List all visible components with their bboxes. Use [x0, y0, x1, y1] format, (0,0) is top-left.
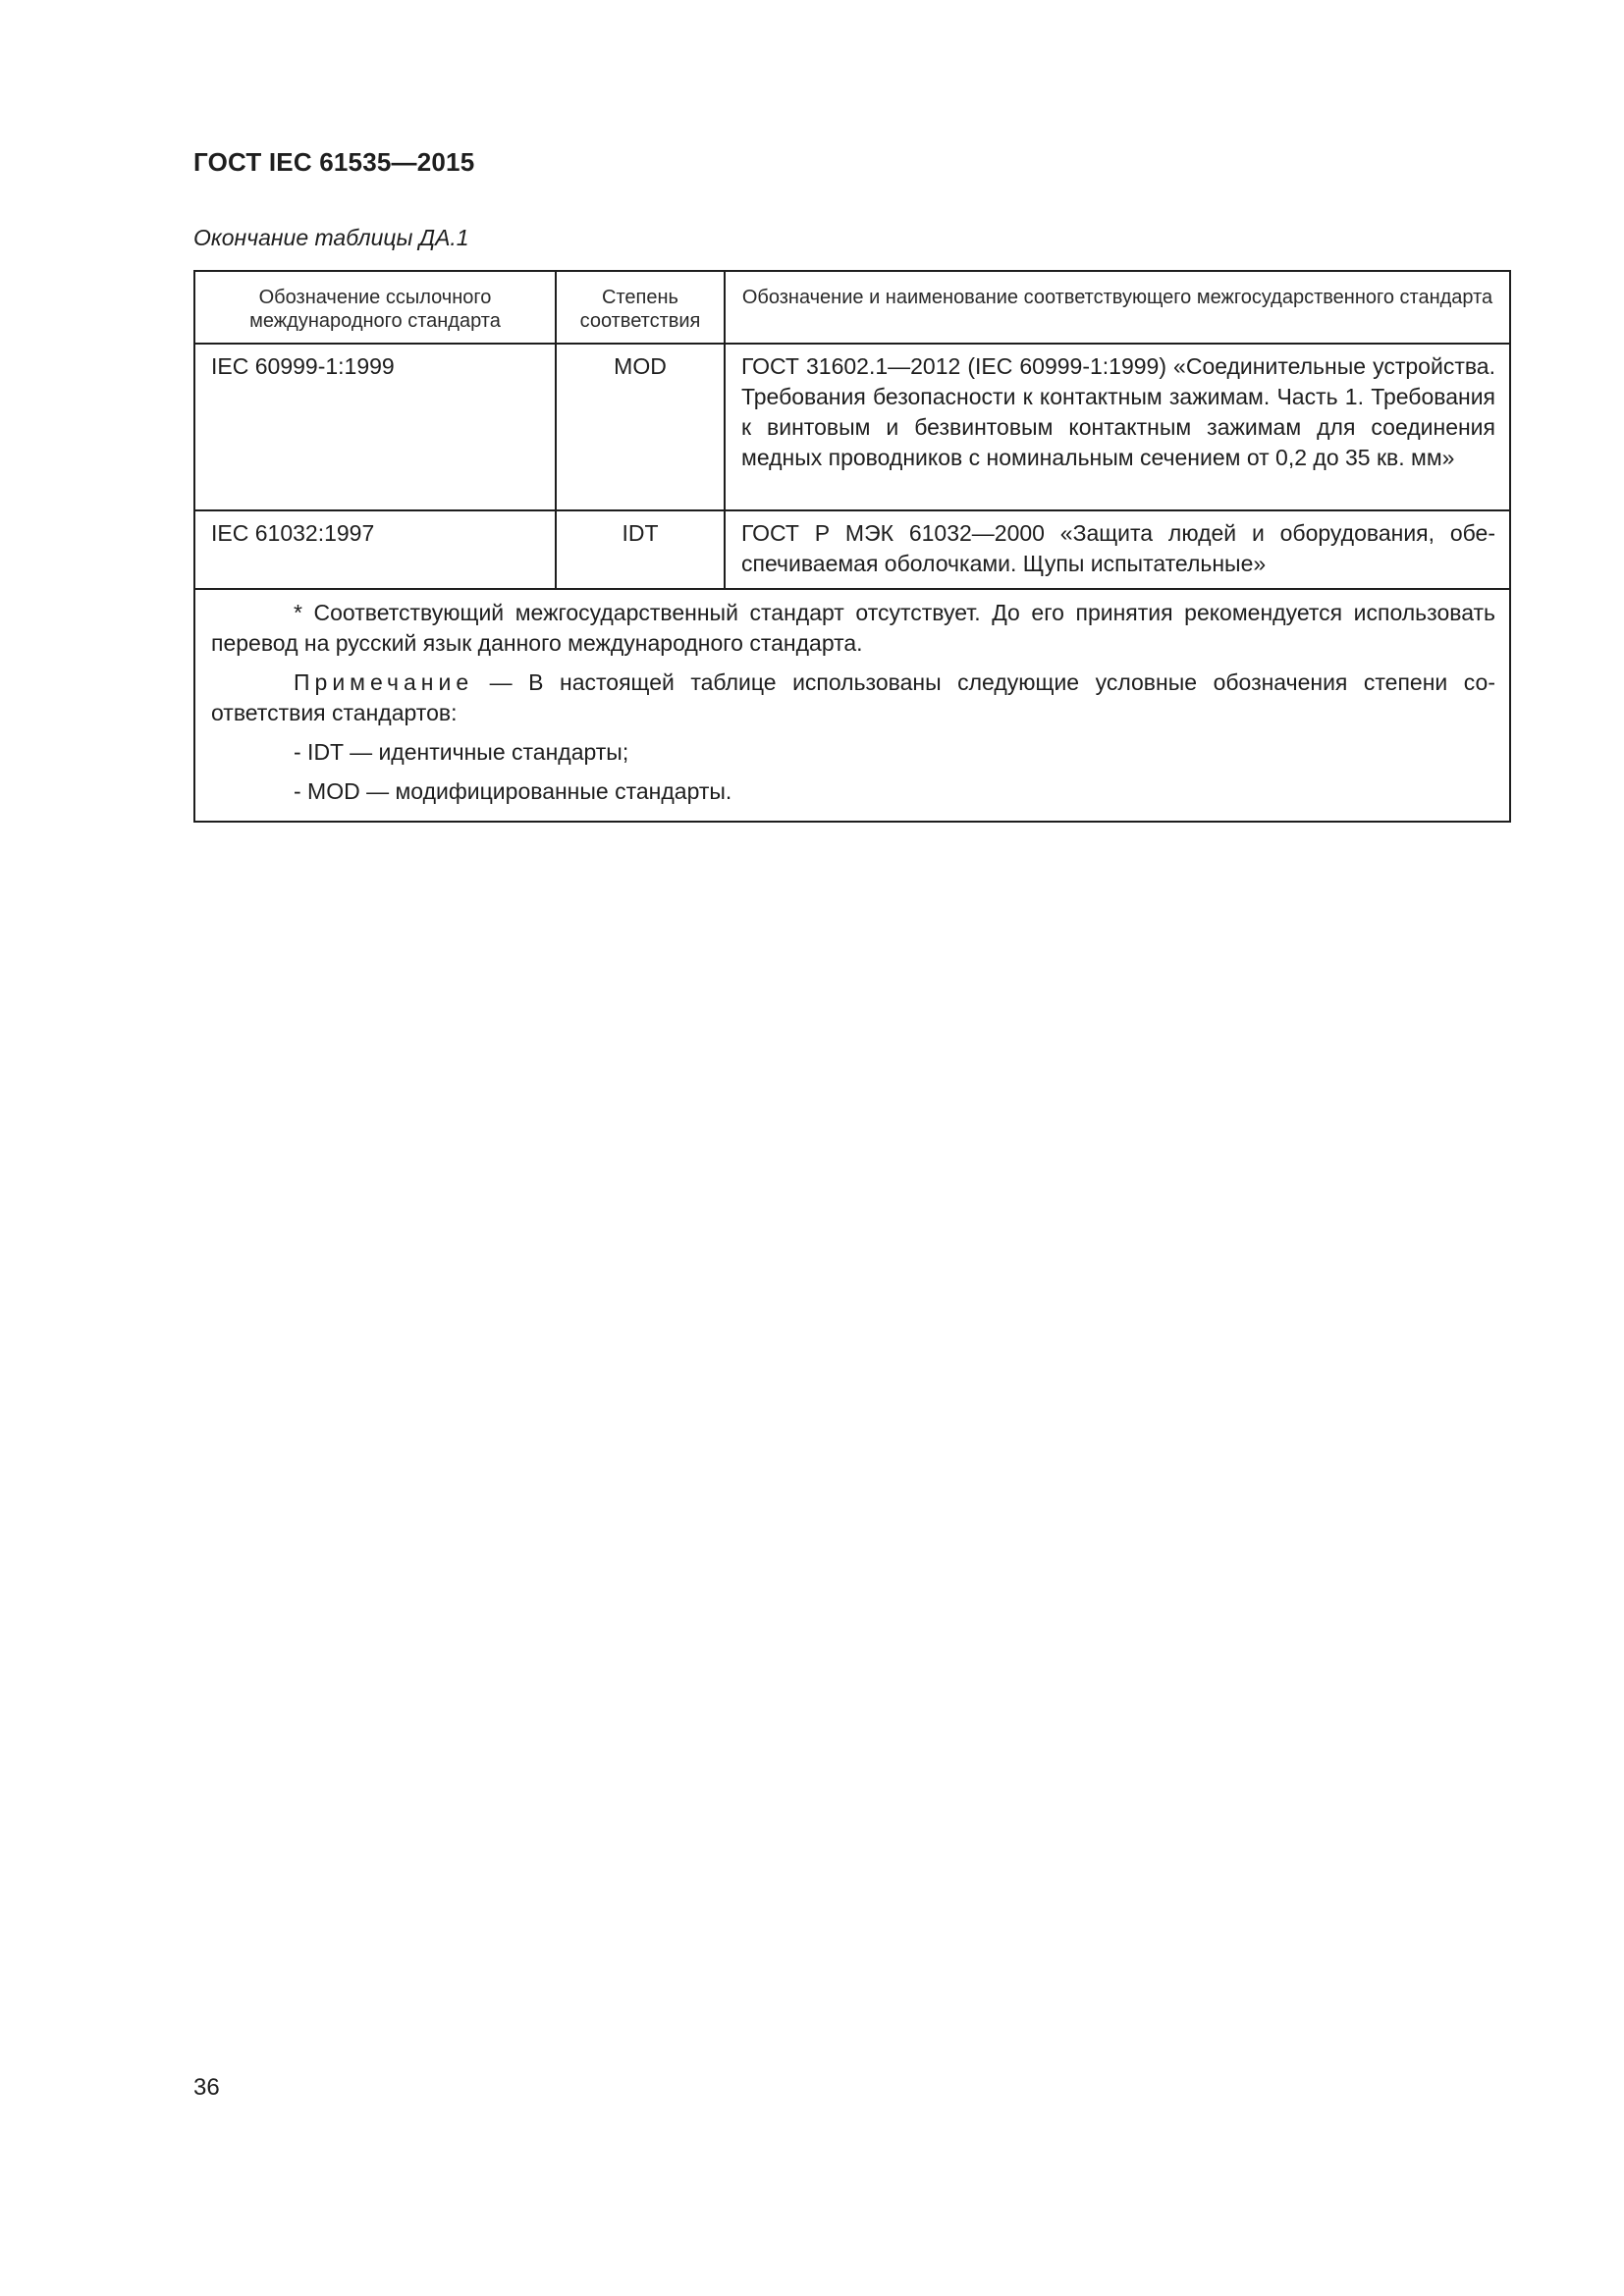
table-notes	[195, 590, 1509, 821]
degree-cell: MOD	[557, 345, 726, 509]
reference-standard-cell: IEC 61032:1997	[195, 511, 557, 588]
note-paragraph	[211, 667, 1495, 728]
national-standard-cell: ГОСТ Р МЭК 61032—2000 «Защита людей и оборудования, обеспечиваемая оболочками. Щупы испытательные»	[741, 520, 1495, 576]
column-header-reference-standard: Обозначение ссылочного международного стандарта	[195, 272, 557, 343]
note-text: — В настоящей таблице использованы следующие условные обозначения степени соответствия стандартов:	[211, 669, 1495, 725]
reference-standards-table	[193, 270, 1511, 823]
column-header-degree: Степень соответствия	[557, 272, 726, 343]
table-caption: Окончание таблицы ДА.1	[193, 225, 469, 250]
page-number: 36	[193, 2074, 220, 2101]
legend-item-mod: - MOD — модифицированные стандарты.	[294, 778, 732, 804]
table-row	[195, 511, 1509, 590]
reference-standard-cell: IEC 60999-1:1999	[195, 345, 557, 509]
table-header-row	[195, 272, 1509, 345]
footnote: * Соответствующий межгосударственный стандарт отсутствует. До его принятия рекомендуется использовать перевод на русский язык данного международного стандарта.	[211, 600, 1495, 656]
document-code-header: ГОСТ IEC 61535—2015	[193, 147, 475, 177]
degree-cell: IDT	[557, 511, 726, 588]
column-header-national-standard: Обозначение и наименование соответствующего межгосударственного стандарта	[741, 287, 1493, 308]
national-standard-cell: ГОСТ 31602.1—2012 (IEC 60999-1:1999) «Соединительные устройства. Требования безопасности к контактным зажимам. Часть 1. Требования к винтовым и безвинтовым контактным зажимам для соединения медных проводников с номинальным сечением от 0,2 до 35 кв. мм»	[741, 353, 1495, 470]
note-label: Примечание	[294, 669, 474, 695]
legend-item-idt: - IDT — идентичные стандарты;	[294, 739, 629, 765]
table-row	[195, 345, 1509, 511]
